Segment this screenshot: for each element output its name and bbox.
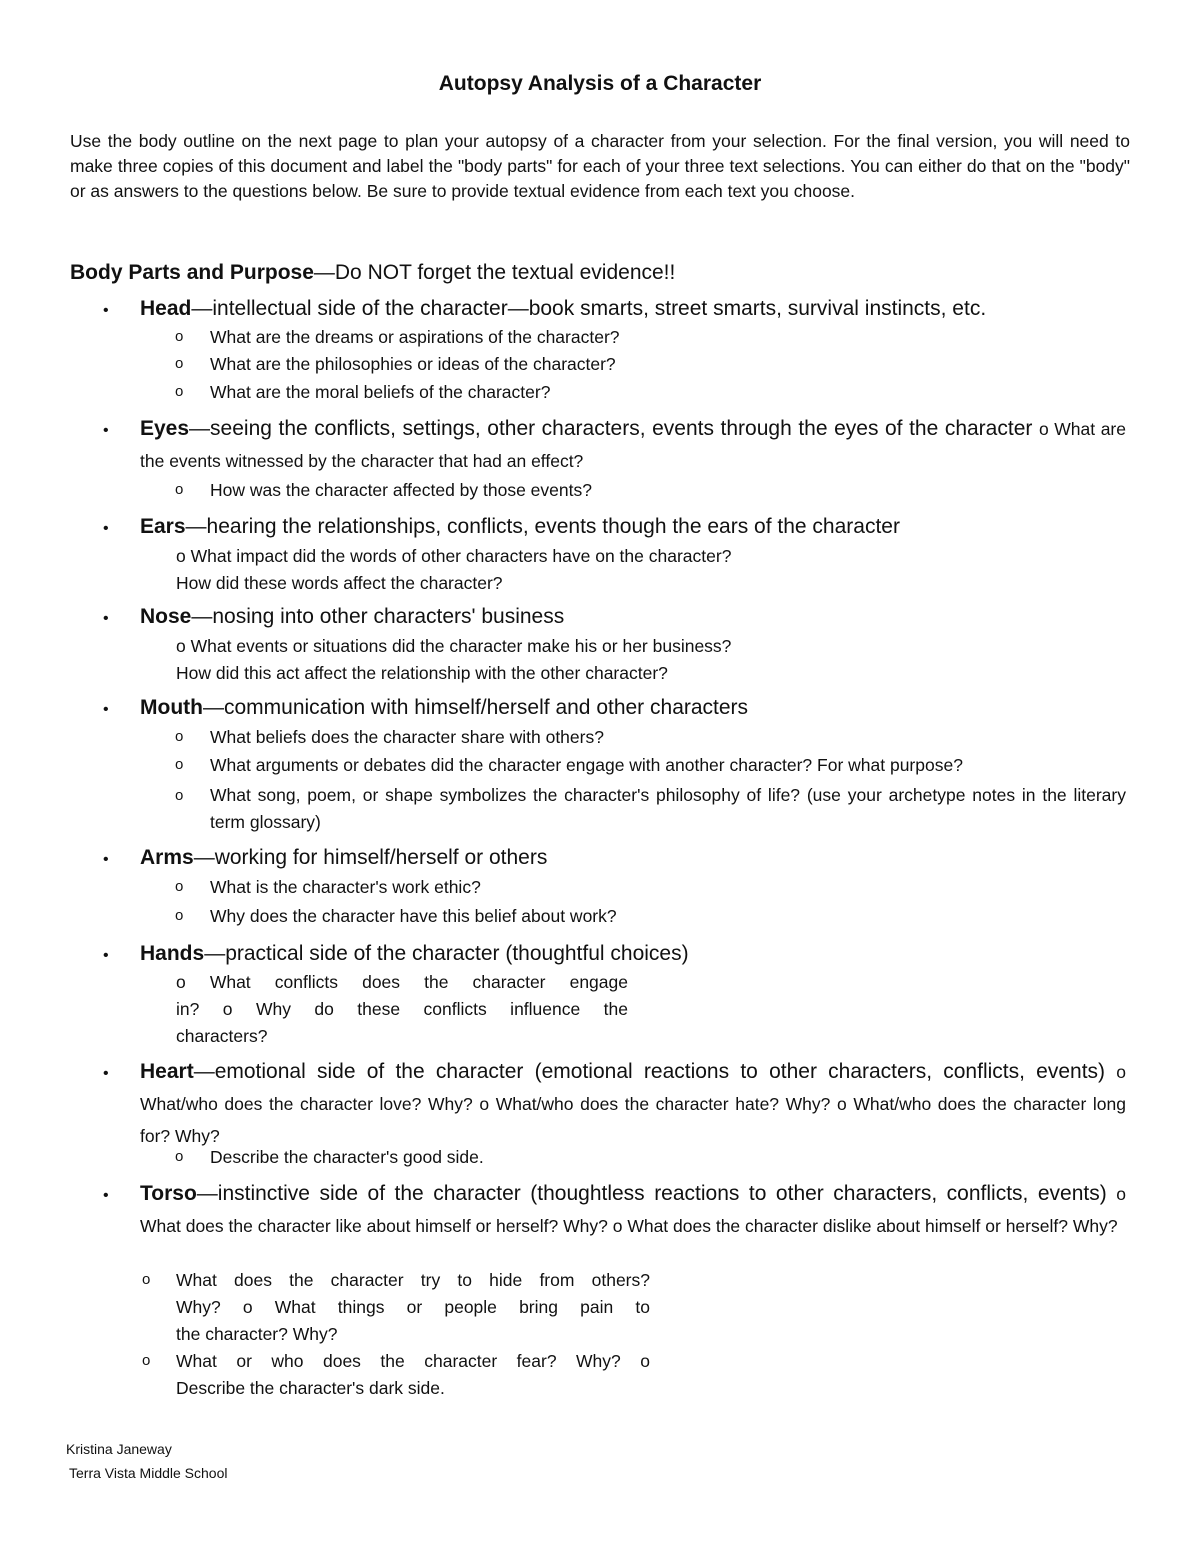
bullet-torso: • xyxy=(103,1187,109,1204)
ears-desc: —hearing the relationships, conflicts, events though the ears of the character xyxy=(185,515,900,538)
sub-bullet: o xyxy=(175,328,184,345)
section-heading xyxy=(70,261,675,285)
item-head xyxy=(140,297,986,321)
sub-bullet: o xyxy=(142,1352,151,1369)
mouth-question-3: What song, poem, or shape symbolizes the character's philosophy of life? (use your archetype notes in the literary term glossary) xyxy=(210,785,1126,832)
sub-bullet: o xyxy=(175,787,184,804)
eyes-desc: —seeing the conflicts, settings, other characters, events through the eyes of the character xyxy=(189,417,1033,440)
bullet-ears: • xyxy=(103,520,109,537)
item-heart xyxy=(140,1056,1126,1152)
sub-bullet: o xyxy=(175,728,184,745)
arms-question-1: What is the character's work ethic? xyxy=(210,877,481,897)
hands-questions-line-1: o What conflicts does the character engage xyxy=(176,972,628,992)
bullet-eyes: • xyxy=(103,422,109,439)
eyes-question-1: o What are the events witnessed by the character that had an effect? xyxy=(140,419,1126,471)
arms-desc: —working for himself/herself or others xyxy=(193,846,548,869)
torso-inline-questions: o What does the character like about himself or herself? Why? o What does the character dislike about himself or herself? Why? xyxy=(140,1184,1126,1236)
item-torso xyxy=(140,1178,1126,1242)
head-label: Head xyxy=(140,297,192,320)
mouth-question-1: What beliefs does the character share with others? xyxy=(210,727,604,747)
torso-question-5-line-1: What or who does the character fear? Why? o xyxy=(176,1351,650,1371)
sub-bullet: o xyxy=(175,878,184,895)
hands-desc: —practical side of the character (thoughtful choices) xyxy=(204,942,689,965)
bullet-nose: • xyxy=(103,610,109,627)
sub-bullet: o xyxy=(142,1271,151,1288)
heart-question-4: Describe the character's good side. xyxy=(210,1147,484,1167)
hands-label: Hands xyxy=(140,942,205,965)
item-hands xyxy=(140,942,689,966)
nose-label: Nose xyxy=(140,605,192,628)
item-eyes xyxy=(140,413,1126,477)
head-question-3: What are the moral beliefs of the character? xyxy=(210,382,551,402)
torso-label: Torso xyxy=(140,1182,197,1205)
nose-question-1: o What events or situations did the character make his or her business? xyxy=(176,636,732,656)
ears-question-1: o What impact did the words of other characters have on the character? xyxy=(176,546,732,566)
heart-inline-questions: o What/who does the character love? Why? o What/who does the character hate? Why? o What/who does the character long for? Why? xyxy=(140,1062,1126,1146)
heart-desc: —emotional side of the character (emotional reactions to other characters, conflicts, events) xyxy=(193,1060,1106,1083)
nose-desc: —nosing into other characters' business xyxy=(191,605,565,628)
torso-desc: —instinctive side of the character (thoughtless reactions to other characters, conflicts, events) xyxy=(196,1182,1107,1205)
section-heading-bold: Body Parts and Purpose xyxy=(70,261,314,284)
bullet-arms: • xyxy=(103,851,109,868)
item-arms xyxy=(140,846,547,870)
bullet-heart: • xyxy=(103,1065,109,1082)
head-question-1: What are the dreams or aspirations of the character? xyxy=(210,327,620,347)
sub-bullet: o xyxy=(175,1148,184,1165)
item-ears xyxy=(140,515,900,539)
sub-bullet: o xyxy=(175,756,184,773)
ears-label: Ears xyxy=(140,515,186,538)
heart-label: Heart xyxy=(140,1060,194,1083)
nose-question-2: How did this act affect the relationship with the other character? xyxy=(176,663,668,683)
sub-bullet: o xyxy=(175,355,184,372)
mouth-question-2: What arguments or debates did the character engage with another character? For what purpose? xyxy=(210,755,963,775)
hands-questions-line-3: characters? xyxy=(176,1026,268,1046)
hands-questions-line-2: in? o Why do these conflicts influence the xyxy=(176,999,628,1019)
arms-label: Arms xyxy=(140,846,194,869)
torso-question-3-line-3: the character? Why? xyxy=(176,1324,338,1344)
mouth-label: Mouth xyxy=(140,696,203,719)
item-mouth xyxy=(140,696,748,720)
mouth-desc: —communication with himself/herself and other characters xyxy=(202,696,749,719)
eyes-label: Eyes xyxy=(140,417,190,440)
footer-school: Terra Vista Middle School xyxy=(69,1465,228,1481)
head-desc: —intellectual side of the character—book smarts, street smarts, survival instincts, etc. xyxy=(191,297,987,320)
item-nose xyxy=(140,605,564,629)
torso-question-3-line-1: What does the character try to hide from others? xyxy=(176,1270,650,1290)
bullet-mouth: • xyxy=(103,701,109,718)
eyes-question-2: How was the character affected by those events? xyxy=(210,480,592,500)
bullet-head: • xyxy=(103,302,109,319)
section-heading-rest: —Do NOT forget the textual evidence!! xyxy=(313,261,676,284)
sub-bullet: o xyxy=(175,907,184,924)
footer-author: Kristina Janeway xyxy=(66,1441,172,1457)
page-title: Autopsy Analysis of a Character xyxy=(438,72,762,95)
intro-paragraph: Use the body outline on the next page to plan your autopsy of a character from your selection. For the final version, you will need to make three copies of this document and label the "body parts" for each of your three text selections. You can either do that on the "body" or as answers to the questions below. Be sure to provide textual evidence from each text you choose. xyxy=(70,131,1130,201)
ears-question-2: How did these words affect the character? xyxy=(176,573,503,593)
bullet-hands: • xyxy=(103,947,109,964)
arms-question-2: Why does the character have this belief about work? xyxy=(210,906,617,926)
head-question-2: What are the philosophies or ideas of the character? xyxy=(210,354,616,374)
sub-bullet: o xyxy=(175,481,184,498)
torso-question-3-line-2: Why? o What things or people bring pain to xyxy=(176,1297,650,1317)
torso-question-5-line-2: Describe the character's dark side. xyxy=(176,1378,445,1398)
sub-bullet: o xyxy=(175,383,184,400)
